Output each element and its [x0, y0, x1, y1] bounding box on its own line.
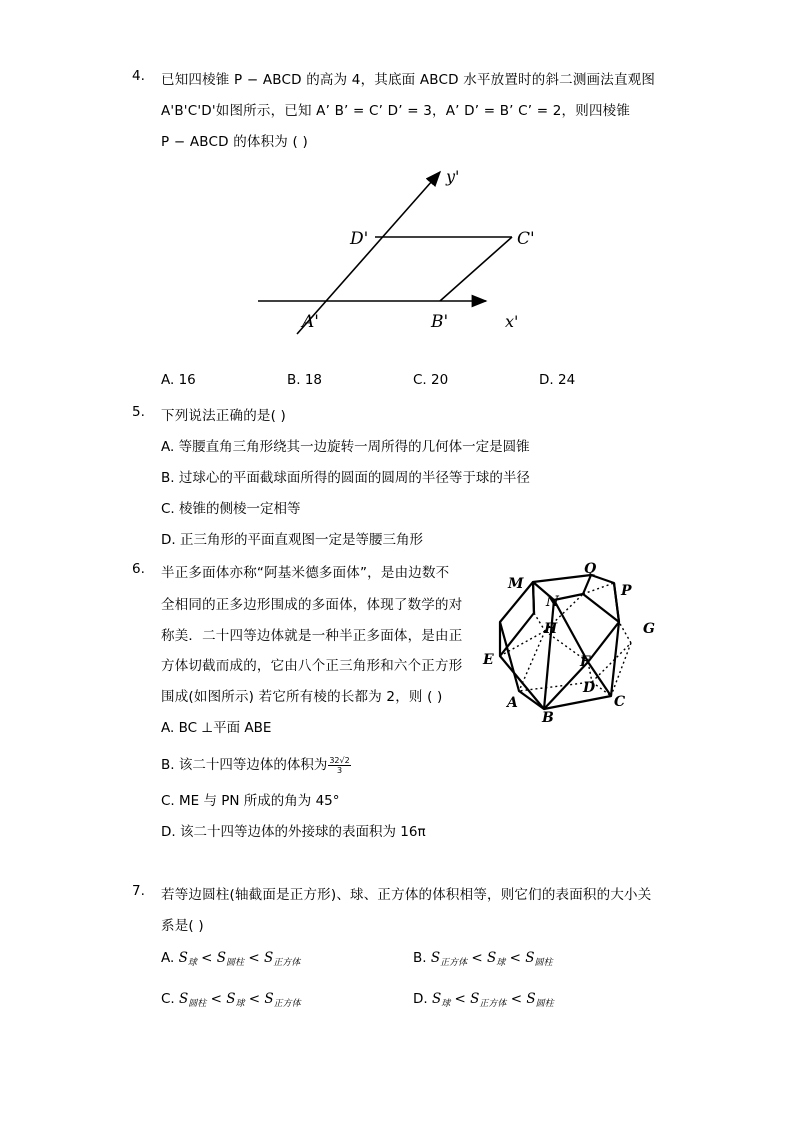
q7-option-d — [413, 991, 554, 1007]
q5-option-c: C. 棱锥的侧棱一定相等 — [161, 501, 301, 517]
less-than: < — [505, 950, 526, 966]
subscript: 球 — [187, 958, 197, 968]
option-letter: D. — [413, 991, 428, 1007]
label-b: B — [542, 710, 554, 726]
s-symbol: S — [226, 991, 236, 1007]
q7-option-b — [413, 950, 552, 966]
subscript: 正方体 — [273, 958, 301, 968]
label-d: D' — [350, 229, 369, 249]
q6-option-a: A. BC ⊥平面 ABE — [161, 720, 272, 736]
s-symbol: S — [431, 991, 442, 1007]
label-d: D — [583, 680, 596, 696]
s-symbol: S — [526, 991, 536, 1007]
label-c: C' — [517, 229, 535, 249]
less-than: < — [206, 991, 227, 1007]
q4-oblique-figure — [250, 160, 540, 360]
label-a: A — [507, 695, 518, 711]
s-symbol: S — [470, 991, 480, 1007]
s-symbol: S — [263, 950, 274, 966]
subscript: 球 — [496, 958, 506, 968]
s-symbol: S — [525, 950, 535, 966]
label-f: F — [580, 654, 590, 670]
label-a: A' — [302, 312, 319, 332]
q7-option-c — [161, 991, 301, 1007]
less-than: < — [467, 950, 488, 966]
q7-option-a — [161, 950, 300, 966]
q4-option-d: D. 24 — [539, 372, 576, 388]
subscript: 正方体 — [479, 999, 507, 1009]
less-than: < — [244, 991, 265, 1007]
less-than: < — [450, 991, 471, 1007]
option-letter: C. — [161, 991, 175, 1007]
subscript: 圆柱 — [534, 958, 553, 968]
q7-stem-line1: 若等边圆柱(轴截面是正方形)、球、正方体的体积相等，则它们的表面积的大小关 — [161, 887, 652, 903]
label-q: Q — [584, 561, 597, 577]
q6-stem-line2: 全相同的正多边形围成的多面体，体现了数学的对 — [161, 597, 463, 613]
less-than: < — [196, 950, 217, 966]
label-e: E — [483, 652, 494, 668]
q6-option-b-text: B. 该二十四等边体的体积为 — [161, 757, 328, 773]
y-axis — [297, 172, 440, 334]
label-y: y' — [446, 167, 460, 186]
subscript: 圆柱 — [188, 999, 207, 1009]
label-x: x' — [505, 312, 519, 331]
q7-number: 7. — [132, 883, 145, 899]
fraction-denominator: 3 — [336, 765, 343, 775]
subscript: 球 — [235, 999, 245, 1009]
s-symbol: S — [487, 950, 497, 966]
q6-option-b — [161, 753, 351, 775]
s-symbol: S — [264, 991, 274, 1007]
q5-stem: 下列说法正确的是( ) — [161, 408, 287, 424]
label-b: B' — [431, 312, 449, 332]
subscript: 正方体 — [440, 958, 468, 968]
fraction-numerator: 32√2 — [329, 755, 350, 765]
edge-bc — [440, 237, 512, 301]
subscript: 圆柱 — [535, 999, 554, 1009]
subscript: 正方体 — [273, 999, 301, 1009]
q6-option-c: C. ME 与 PN 所成的角为 45° — [161, 793, 340, 809]
q5-option-a: A. 等腰直角三角形绕其一边旋转一周所得的几何体一定是圆锥 — [161, 439, 530, 455]
subscript: 圆柱 — [226, 958, 245, 968]
label-g: G — [643, 621, 655, 637]
q6-stem-line4: 方体切截而成的，它由八个正三角形和六个正方形 — [161, 658, 463, 674]
label-n: N — [546, 594, 559, 610]
q4-stem-line3: P − ABCD 的体积为 ( ) — [161, 134, 308, 150]
q4-option-c: C. 20 — [413, 372, 449, 388]
q6-stem-line5: 围成(如图所示) 若它所有棱的长都为 2，则 ( ) — [161, 689, 443, 705]
q4-stem-line2: A'B'C'D'如图所示，已知 A’ B’ = C’ D’ = 3，A’ D’ = B’ C’ = 2，则四棱锥 — [161, 103, 631, 119]
vertex-labels — [482, 561, 655, 726]
q6-stem-line3: 称美．二十四等边体就是一种半正多面体，是由正 — [161, 628, 463, 644]
q4-number: 4. — [132, 68, 145, 84]
q4-option-b: B. 18 — [287, 372, 323, 388]
label-c: C — [614, 694, 626, 710]
q5-option-d: D. 正三角形的平面直观图一定是等腰三角形 — [161, 532, 423, 548]
q4-option-a: A. 16 — [161, 372, 196, 388]
q6-stem-line1: 半正多面体亦称“阿基米德多面体”，是由边数不 — [161, 565, 450, 581]
subscript: 球 — [441, 999, 451, 1009]
q5-option-b: B. 过球心的平面截球面所得的圆面的圆周的半径等于球的半径 — [161, 470, 530, 486]
label-p: P — [621, 583, 632, 599]
q6-option-d: D. 该二十四等边体的外接球的表面积为 16π — [161, 824, 426, 840]
q6-number: 6. — [132, 561, 145, 577]
q6-option-b-fraction — [328, 756, 350, 775]
s-symbol: S — [430, 950, 441, 966]
q4-stem-line1: 已知四棱锥 P − ABCD 的高为 4，其底面 ABCD 水平放置时的斜二测画法直观图 — [161, 72, 656, 88]
q7-stem-line2: 系是( ) — [161, 918, 204, 934]
s-symbol: S — [178, 950, 188, 966]
label-m: M — [508, 576, 524, 592]
q6-polyhedron-figure — [476, 555, 676, 727]
option-letter: A. — [161, 950, 175, 966]
q5-number: 5. — [132, 404, 145, 420]
less-than: < — [506, 991, 527, 1007]
label-h: H — [544, 621, 558, 637]
option-letter: B. — [413, 950, 427, 966]
s-symbol: S — [216, 950, 227, 966]
less-than: < — [244, 950, 264, 966]
s-symbol: S — [179, 991, 189, 1007]
